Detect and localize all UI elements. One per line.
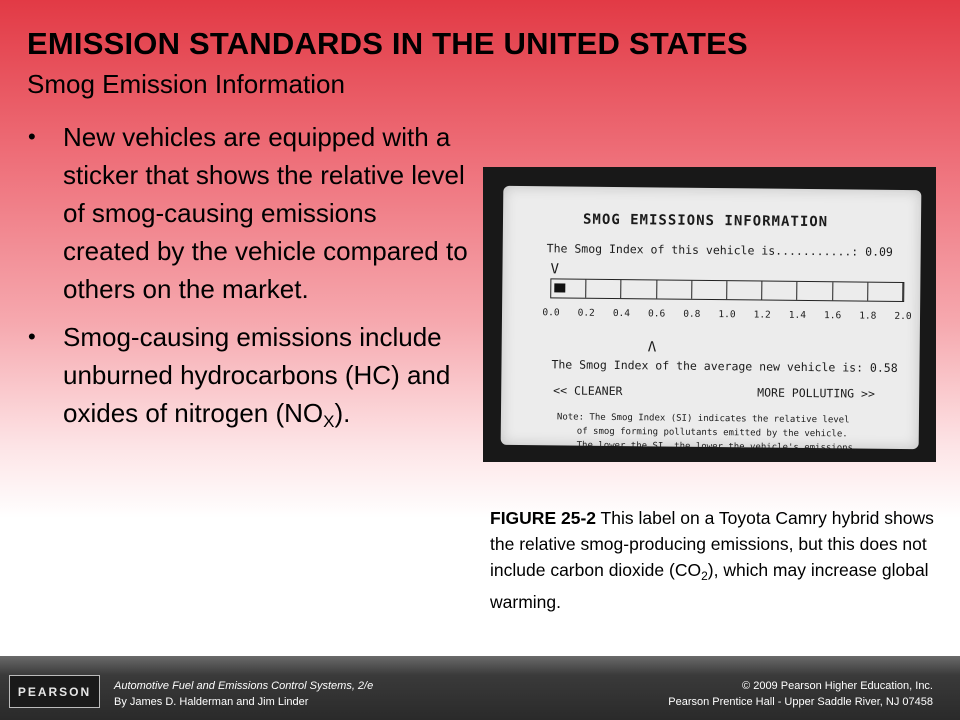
scale-ticks: [542, 307, 917, 325]
bullet-text: New vehicles are equipped with a sticker that shows the relative level of smog-causing emissions created by the vehicle compared to others on the market.: [63, 122, 468, 304]
subscript: X: [323, 412, 335, 431]
bar-cell: [868, 283, 903, 301]
figure-caption: [490, 505, 935, 615]
bar-cell: [833, 282, 868, 300]
smog-label-card: [501, 186, 922, 454]
scale-tick-label: 1.8: [859, 310, 877, 322]
scale-tick-label: 1.4: [788, 309, 807, 321]
bullet-item: [28, 118, 468, 308]
pearson-logo: PEARSON: [9, 675, 100, 708]
vehicle-pointer: V: [550, 261, 560, 278]
footer-copyright: [668, 678, 933, 710]
note-line: Note: The Smog Index (SI) indicates the relative level: [556, 412, 850, 426]
bullet-list: [28, 118, 468, 451]
label-photo: [483, 167, 936, 462]
label-note: [557, 410, 859, 455]
scale-tick-label: 2.0: [894, 310, 912, 323]
smog-index-bar: [550, 278, 904, 302]
bullet-marker: •: [28, 124, 36, 149]
caption-text: ), which may increase global warming.: [490, 560, 929, 612]
bar-cell: [798, 282, 833, 300]
bar-cell: [762, 282, 797, 300]
bullet-text: [63, 322, 451, 431]
slide-title: EMISSION STANDARDS IN THE UNITED STATES: [27, 26, 748, 61]
label-heading: SMOG EMISSIONS INFORMATION: [582, 211, 829, 231]
slide-subtitle: Smog Emission Information: [27, 69, 345, 99]
more-polluting-label: MORE POLLUTING >>: [757, 385, 875, 401]
bullet-item: [28, 318, 468, 441]
scale-tick-label: 1.0: [718, 309, 736, 321]
subscript: 2: [701, 569, 708, 583]
bar-cell: [622, 280, 657, 298]
bullet-text-part: ).: [334, 398, 351, 428]
note-line: of smog forming pollutants emitted by the vehicle.: [576, 426, 848, 440]
scale-tick-label: 0.4: [612, 307, 631, 320]
scale-tick-label: 1.6: [823, 310, 842, 322]
book-title: Automotive Fuel and Emissions Control Systems, 2/e: [114, 680, 374, 692]
caption-text: This label on a Toyota Camry hybrid shows the relative smog-producing emissions, but this does not include carbon dioxide (CO: [490, 508, 934, 580]
book-authors: By James D. Halderman and Jim Linder: [114, 696, 309, 708]
publisher-text: Pearson Prentice Hall - Upper Saddle River, NJ 07458: [668, 696, 933, 708]
scale-tick-label: 0.6: [647, 308, 666, 320]
footer-bar: [0, 656, 960, 720]
scale-tick-label: 0.2: [577, 307, 595, 319]
vehicle-index-fill: [554, 283, 565, 292]
footer-book-info: [114, 678, 373, 710]
scale-tick-label: 0.0: [542, 307, 560, 319]
bar-cell: [586, 280, 621, 298]
scale-tick-label: 0.8: [683, 308, 701, 320]
bullet-marker: •: [28, 324, 36, 349]
bar-cell: [692, 281, 727, 299]
bar-cell: [657, 280, 692, 298]
bullet-text-part: Smog-causing emissions include unburned hydrocarbons (HC) and oxides of nitrogen (NO: [63, 322, 451, 428]
scale-tick-label: 1.2: [753, 309, 771, 321]
figure-label: FIGURE 25-2: [490, 508, 596, 528]
average-index-line: The Smog Index of the average new vehicle is: 0.58: [551, 357, 898, 375]
vehicle-index-line: The Smog Index of this vehicle is...........: 0.09: [546, 241, 893, 259]
average-pointer: Λ: [647, 339, 657, 356]
copyright-text: © 2009 Pearson Higher Education, Inc.: [742, 680, 933, 692]
cleaner-label: << CLEANER: [553, 383, 623, 399]
bar-cell: [727, 281, 762, 299]
note-line: The lower the SI, the lower the vehicle's emissions.: [576, 440, 859, 454]
